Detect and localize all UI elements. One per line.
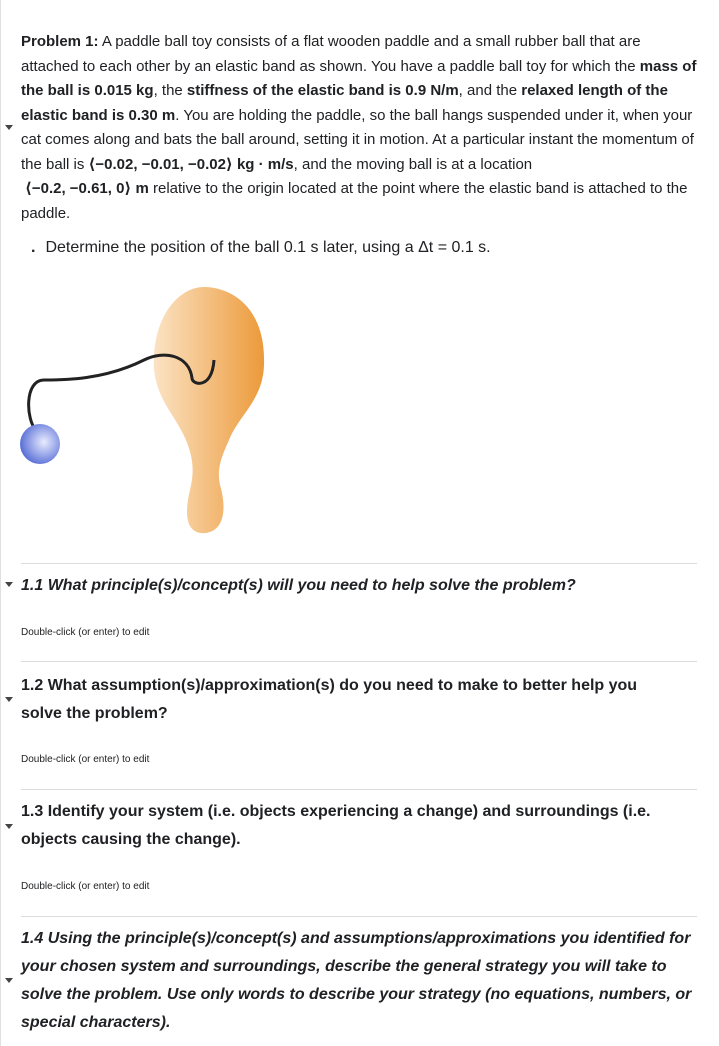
section-divider xyxy=(21,661,697,662)
section-divider xyxy=(21,789,697,790)
position-unit: m xyxy=(135,180,149,197)
collapse-arrow-icon[interactable] xyxy=(5,125,13,130)
collapse-arrow-icon[interactable] xyxy=(5,697,13,702)
section-divider xyxy=(21,916,697,917)
collapse-arrow-icon[interactable] xyxy=(5,824,13,829)
task-bullet: . Determine the position of the ball 0.1 s later, using a Δt = 0.1 s. xyxy=(31,239,491,256)
section-heading-1-1: 1.1 What principle(s)/concept(s) will you need to help solve the problem? xyxy=(21,577,576,594)
section-heading-1-2: 1.2 What assumption(s)/approximation(s) do you need to make to better help you solve the problem? xyxy=(21,677,638,722)
collapse-arrow-icon[interactable] xyxy=(5,978,13,983)
edit-hint[interactable]: Double-click (or enter) to edit xyxy=(21,627,150,638)
section-heading-1-4: 1.4 Using the principle(s)/concept(s) and assumptions/approximations you identified for your chosen system and surroundings, describe the general strategy you will take to solve the problem. Use only words to describe your strategy (no equations, numbers, or special characters). xyxy=(21,930,692,1031)
edit-hint[interactable]: Double-click (or enter) to edit xyxy=(21,881,150,892)
section-divider xyxy=(21,563,697,564)
problem-label: Problem 1: xyxy=(21,33,99,50)
paddle xyxy=(154,287,264,533)
cell-gutter xyxy=(0,0,1,1046)
paddle-ball-figure xyxy=(14,280,274,540)
task-text: Determine the position of the ball 0.1 s later, using a Δt = 0.1 s. xyxy=(45,239,491,256)
problem-statement: Problem 1: A paddle ball toy consists of a flat wooden paddle and a small rubber ball that are attached to each other by an elastic band as shown. You have a paddle ball toy for which the mass of the ball is 0.015 kg, the stiffness of the elastic band is 0.9 N/m, and the relaxed length of the elastic band is 0.30 m. You are holding the paddle, so the ball hangs suspended under it, when your cat comes along and bats the ball around, setting it in motion. At a particular instant the momentum of the ball is ⟨−0.02, −0.01, −0.02⟩ kg · m/s, and the moving ball is at a location ⟨−0.2, −0.61, 0⟩ m relative to the origin located at the point where the elastic band is attached to the paddle. xyxy=(21,33,697,222)
rubber-ball xyxy=(20,424,60,464)
section-heading-1-3: 1.3 Identify your system (i.e. objects experiencing a change) and surroundings (i.e. objects causing the change). xyxy=(21,803,651,848)
edit-hint[interactable]: Double-click (or enter) to edit xyxy=(21,754,150,765)
collapse-arrow-icon[interactable] xyxy=(5,582,13,587)
momentum-vector: ⟨−0.02, −0.01, −0.02⟩ xyxy=(88,155,233,173)
momentum-unit: kg · m/s xyxy=(236,155,294,173)
position-vector: ⟨−0.2, −0.61, 0⟩ xyxy=(25,180,132,197)
